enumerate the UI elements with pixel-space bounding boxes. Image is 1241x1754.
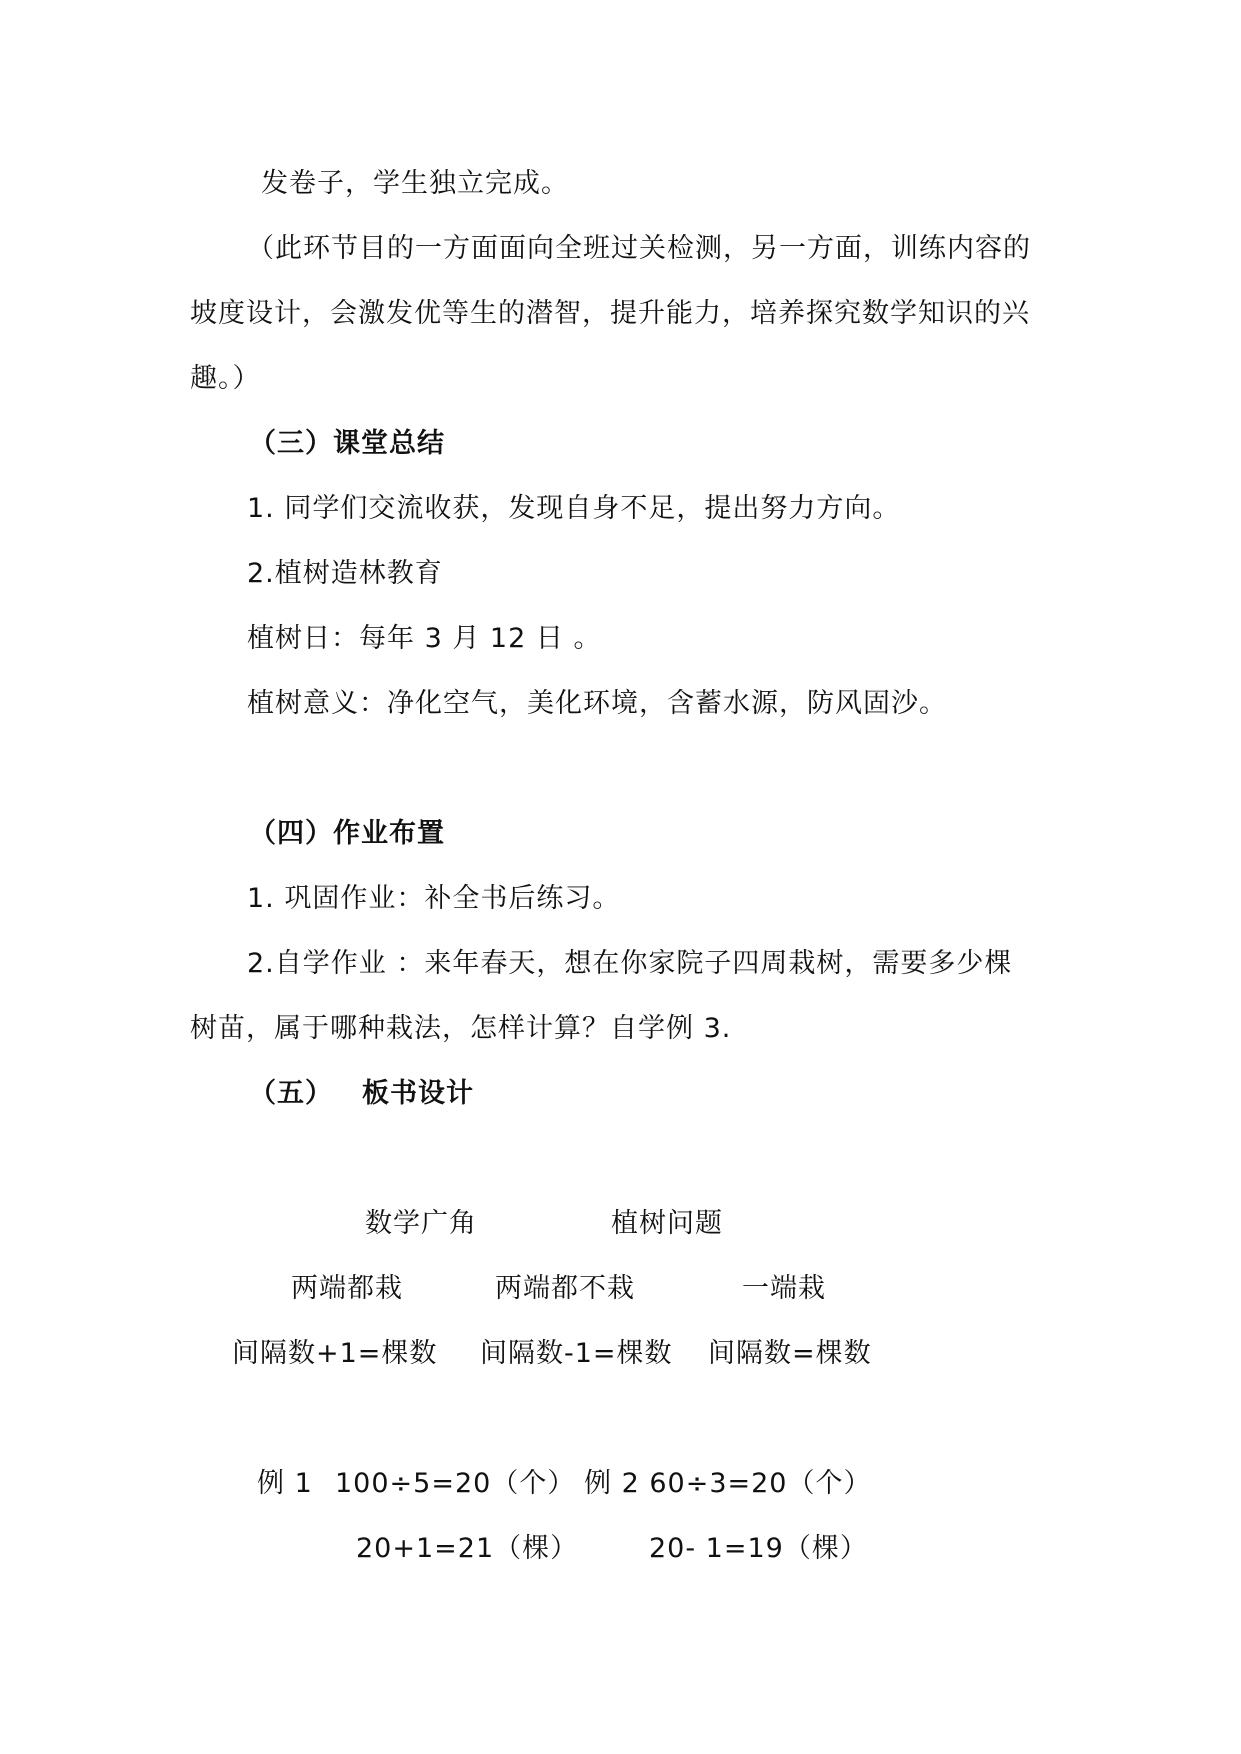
note-line-3: 趣。） xyxy=(190,363,261,394)
note-line-2: 坡度设计，会激发优等生的潜智，提升能力，培养探究数学知识的兴 xyxy=(190,298,1030,329)
summary-item-1: 1. 同学们交流收获，发现自身不足，提出努力方向。 xyxy=(247,493,901,524)
board-case-no-ends: 两端都不栽 xyxy=(495,1273,635,1304)
board-formula-3: 间隔数=棵数 xyxy=(708,1338,872,1369)
homework-item-1: 1. 巩固作业：补全书后练习。 xyxy=(247,883,621,914)
homework-heading: （四）作业布置 xyxy=(249,818,445,849)
example-2-result: 20- 1=19（棵） xyxy=(649,1533,868,1564)
board-heading-prefix: （五） xyxy=(249,1078,333,1109)
arbor-day: 植树日：每年 3 月 12 日 。 xyxy=(247,623,602,654)
example-2-calc: 例 2 60÷3=20（个） xyxy=(584,1468,872,1499)
board-heading: 板书设计 xyxy=(362,1078,474,1109)
homework-item-2-line-1: 2.自学作业 ：来年春天，想在你家院子四周栽树，需要多少棵 xyxy=(247,948,1013,979)
board-title-right: 植树问题 xyxy=(611,1208,723,1239)
note-line-1: （此环节目的一方面面向全班过关检测，另一方面，训练内容的 xyxy=(247,233,1031,264)
example-1-calc: 100÷5=20（个） xyxy=(335,1468,576,1499)
example-1-result: 20+1=21（棵） xyxy=(356,1533,579,1564)
example-1-label: 例 1 xyxy=(257,1468,313,1499)
board-case-one-end: 一端栽 xyxy=(742,1273,826,1304)
tree-meaning: 植树意义：净化空气，美化环境，含蓄水源，防风固沙。 xyxy=(247,688,947,719)
board-formula-2: 间隔数-1=棵数 xyxy=(480,1338,673,1369)
board-title-left: 数学广角 xyxy=(365,1208,477,1239)
board-case-both-ends: 两端都栽 xyxy=(291,1273,403,1304)
board-formula-1: 间隔数+1=棵数 xyxy=(232,1338,438,1369)
homework-item-2-line-2: 树苗，属于哪种栽法，怎样计算？自学例 3. xyxy=(190,1013,732,1044)
summary-heading: （三）课堂总结 xyxy=(249,428,445,459)
intro-line: 发卷子，学生独立完成。 xyxy=(261,168,569,199)
summary-item-2: 2.植树造林教育 xyxy=(247,558,443,589)
